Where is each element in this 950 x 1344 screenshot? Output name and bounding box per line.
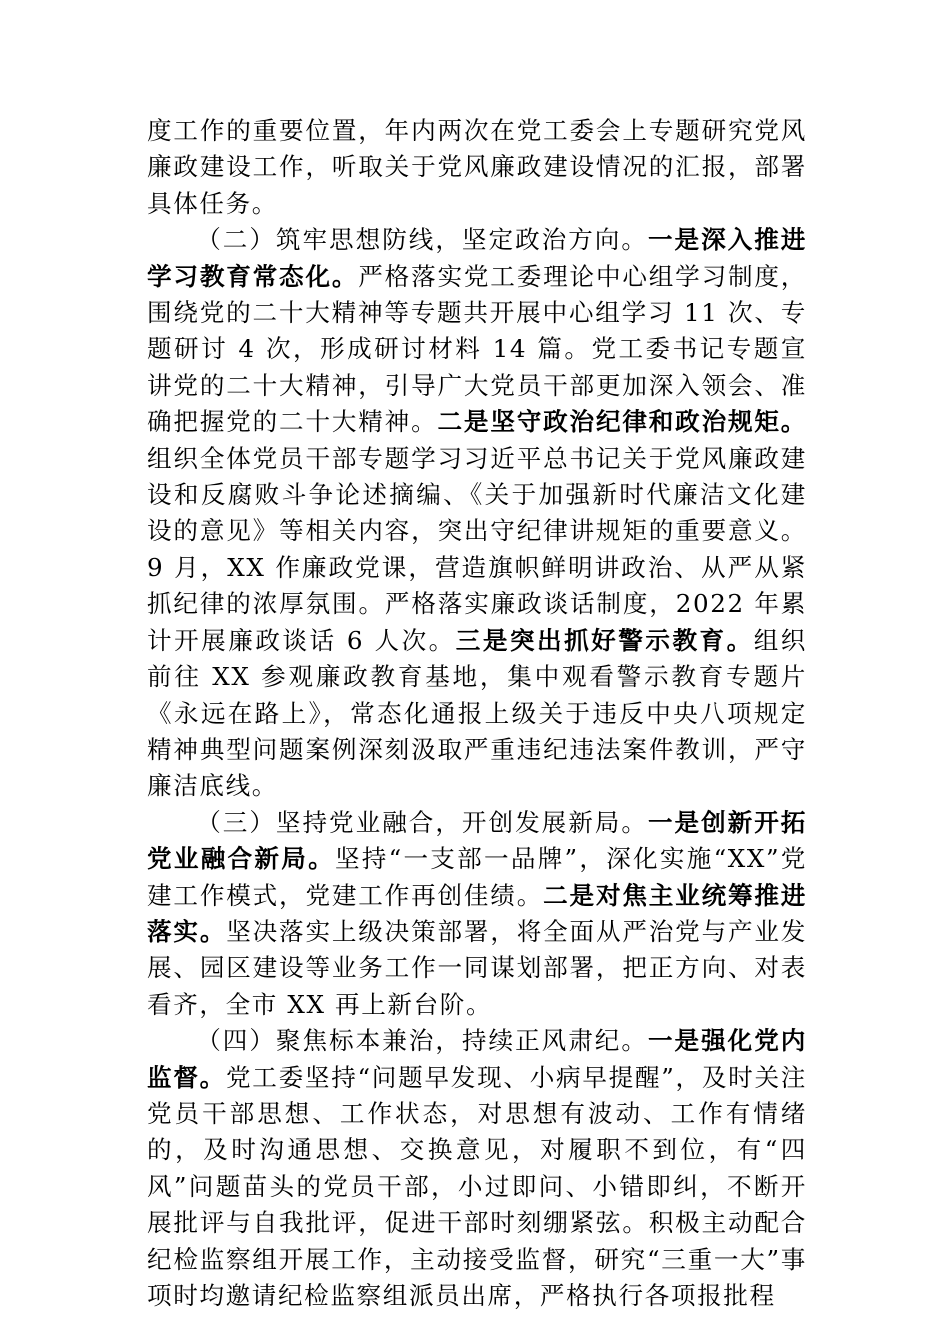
body-text: 严格落实党工委理论中心组学习制度，围绕党的二十大精神等专题共开展中心组学习 11 次、专题研讨 4 次，形成研讨材料 14 篇。党工委书记专题宣讲党的二十大精神，引导广大党员干部更加深入领会、准确把握党的二十大精神。 xyxy=(147,261,807,437)
paragraph-3 xyxy=(147,805,807,1023)
bold-heading-text: 二是对焦主业统筹推进落实。 xyxy=(147,880,807,946)
bold-heading-text: 一是创新开拓党业融合新局。 xyxy=(147,807,807,874)
body-text: 度工作的重要位置，年内两次在党工委会上专题研究党风廉政建设工作，听取关于党风廉政建设情况的汇报，部署具体任务。 xyxy=(147,116,807,218)
body-text: 组织全体党员干部专题学习习近平总书记关于党风廉政建设和反腐败斗争论述摘编、《关于加强新时代廉洁文化建设的意见》等相关内容，突出守纪律讲规矩的重要意义。9 月，XX 作廉政党课，营造旗帜鲜明讲政治、从严从紧抓纪律的浓厚氛围。严格落实廉政谈话制度，2022 年累计开展廉政谈话 6 人次。 xyxy=(147,443,807,655)
body-text: （四）聚焦标本兼治，持续正风肃纪。 xyxy=(196,1026,648,1056)
bold-heading-text: 一是深入推进学习教育常态化。 xyxy=(147,225,807,291)
bold-heading-text: 一是强化党内监督。 xyxy=(147,1026,807,1092)
paragraph-4 xyxy=(147,1023,807,1314)
paragraph-2 xyxy=(147,222,807,805)
bold-heading-text: 二是坚守政治纪律和政治规矩。 xyxy=(437,407,807,437)
body-text: 党工委坚持“问题早发现、小病早提醒”，及时关注党员干部思想、工作状态，对思想有波动、工作有情绪的，及时沟通思想、交换意见，对履职不到位，有“四风”问题苗头的党员干部，小过即问、小错即纠，不断开展批评与自我批评，促进干部时刻绷紧弦。积极主动配合纪检监察组开展工作，主动接受监督，研究“三重一大”事项时均邀请纪检监察组派员出席，严格执行各项报批程 xyxy=(147,1062,807,1310)
body-text: （二）筑牢思想防线，坚定政治方向。 xyxy=(196,225,648,255)
body-text: 组织前往 XX 参观廉政教育基地，集中观看警示教育专题片《永远在路上》，常态化通报上级关于违反中央八项规定精神典型问题案例深刻汲取严重违纪违法案件教训，严守廉洁底线。 xyxy=(147,625,807,801)
body-text: 坚决落实上级决策部署，将全面从严治党与产业发展、园区建设等业务工作一同谋划部署，把正方向、对表看齐，全市 XX 再上新台阶。 xyxy=(147,916,807,1019)
body-text: 坚持“一支部一品牌”，深化实施“XX”党建工作模式，党建工作再创佳绩。 xyxy=(147,844,808,910)
document-body xyxy=(147,113,807,1314)
body-text: （三）坚持党业融合，开创发展新局。 xyxy=(196,807,648,837)
bold-heading-text: 三是突出抓好警示教育。 xyxy=(455,625,754,655)
paragraph-1 xyxy=(147,113,807,222)
